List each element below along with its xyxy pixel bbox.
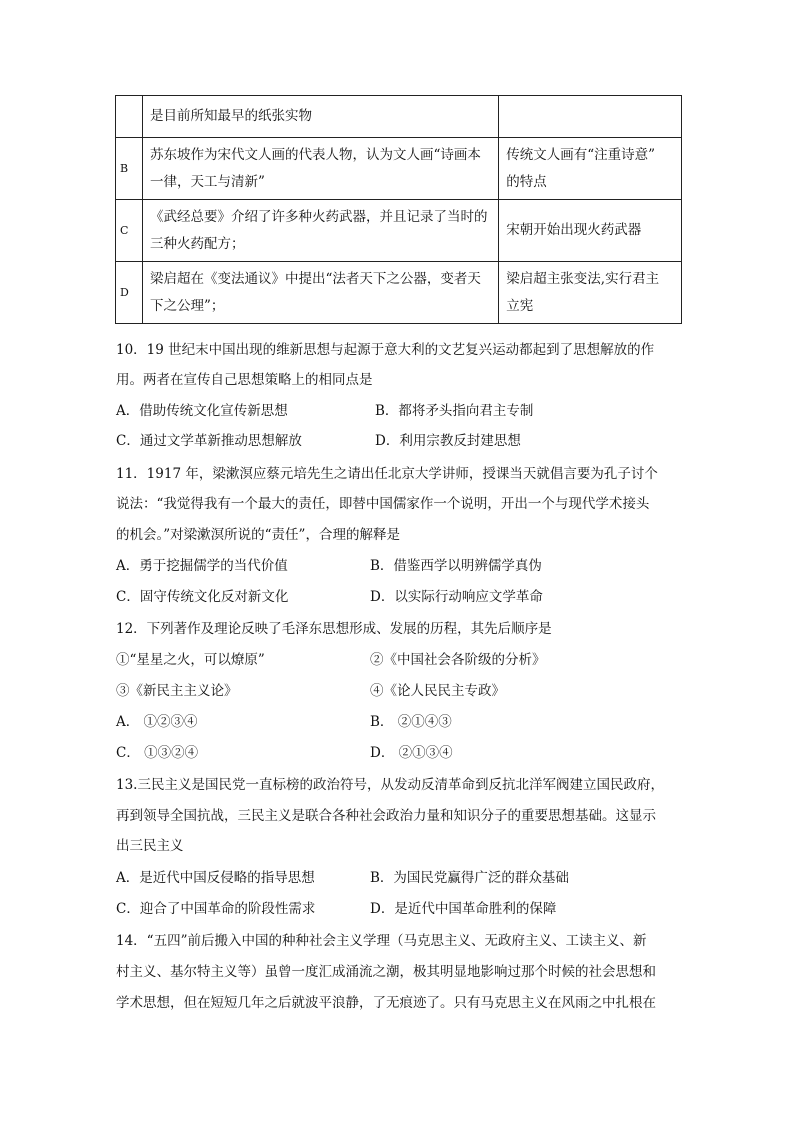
content-cell: 苏东坡作为宋代文人画的代表人物，认为文人画“诗画本 一律，天工与清新” [142, 138, 498, 200]
content-cell: 《武经总要》介绍了许多种火药武器，并且记录了当时的 三种火药配方； [142, 200, 498, 262]
option-d: D．利用宗教反封建思想 [375, 433, 521, 449]
question-9-table [115, 95, 682, 324]
option-a: A．借助传统文化宣传新思想 [116, 403, 288, 419]
question-stem-line: 的机会。”对梁漱溟所说的“责任”，合理的解释是 [116, 527, 400, 543]
option-c: C．通过文学革新推动思想解放 [116, 433, 302, 449]
option-a: A．勇于挖掘儒学的当代价值 [116, 558, 288, 574]
table-row [116, 200, 682, 262]
table-row [116, 96, 682, 138]
question-stem-line: 13.三民主义是国民党一直标榜的政治符号，从发动反清革命到反抗北洋军阀建立国民政府， [116, 777, 664, 793]
option-cell [116, 96, 143, 138]
option-cell: C [116, 200, 143, 262]
question-stem-line: 10．19 世纪末中国出现的维新思想与起源于意大利的文艺复兴运动都起到了思想解放的作 [116, 342, 655, 358]
option-d: D．以实际行动响应文学革命 [370, 589, 543, 605]
question-stem-line: 14．“五四”前后搬入中国的种种社会主义学理（马克思主义、无政府主义、工读主义、新 [116, 933, 647, 949]
question-stem-line: 12．下列著作及理论反映了毛泽东思想形成、发展的历程，其先后顺序是 [116, 621, 552, 637]
conclusion-cell [499, 96, 682, 138]
option-c: C． ①③②④ [116, 745, 199, 761]
question-stem-line: 村主义、基尔特主义等）虽曾一度汇成涌流之潮，极其明显地影响过那个时候的社会思想和 [116, 964, 656, 980]
statement-4: ④《论人民民主专政》 [370, 683, 505, 699]
question-stem-line: 用。两者在宣传自己思想策略上的相同点是 [116, 372, 373, 388]
question-stem-line: 再到领导全国抗战，三民主义是联合各种社会政治力量和知识分子的重要思想基础。这显示 [116, 808, 656, 824]
statement-3: ③《新民主主义论》 [116, 683, 238, 699]
conclusion-cell: 宋朝开始出现火药武器 [499, 200, 682, 262]
conclusion-cell: 梁启超主张变法,实行君主 立宪 [499, 262, 682, 324]
option-a: A．是近代中国反侵略的指导思想 [116, 870, 315, 886]
question-stem-line: 出三民主义 [116, 838, 184, 854]
option-d: D．是近代中国革命胜利的保障 [370, 901, 557, 917]
option-b: B．为国民党赢得广泛的群众基础 [370, 870, 569, 886]
question-stem-line: 说法：“我觉得我有一个最大的责任，即替中国儒家作一个说明，开出一个与现代学术接头 [116, 496, 650, 512]
content-cell: 是目前所知最早的纸张实物 [142, 96, 498, 138]
option-cell: B [116, 138, 143, 200]
question-stem-line: 学术思想，但在短短几年之后就波平浪静，了无痕迹了。只有马克思主义在风雨之中扎根在 [116, 995, 656, 1011]
content-cell: 梁启超在《变法通议》中提出“法者天下之公器，变者天 下之公理”； [142, 262, 498, 324]
option-b: B．借鉴西学以明辨儒学真伪 [370, 558, 542, 574]
table-row [116, 138, 682, 200]
question-stem-line: 11．1917 年，梁漱溟应蔡元培先生之请出任北京大学讲师，授课当天就倡言要为孔子讨个 [116, 466, 658, 482]
statement-2: ②《中国社会各阶级的分析》 [370, 652, 546, 668]
option-b: B． ②①④③ [370, 714, 452, 730]
option-a: A． ①②③④ [116, 714, 198, 730]
option-c: C．固守传统文化反对新文化 [116, 589, 289, 605]
option-b: B．都将矛头指向君主专制 [375, 403, 534, 419]
statement-1: ①“星星之火，可以燎原” [116, 652, 265, 668]
table-row [116, 262, 682, 324]
option-d: D． ②①③④ [370, 745, 453, 761]
option-c: C．迎合了中国革命的阶段性需求 [116, 901, 316, 917]
option-cell: D [116, 262, 143, 324]
conclusion-cell: 传统文人画有“注重诗意” 的特点 [499, 138, 682, 200]
